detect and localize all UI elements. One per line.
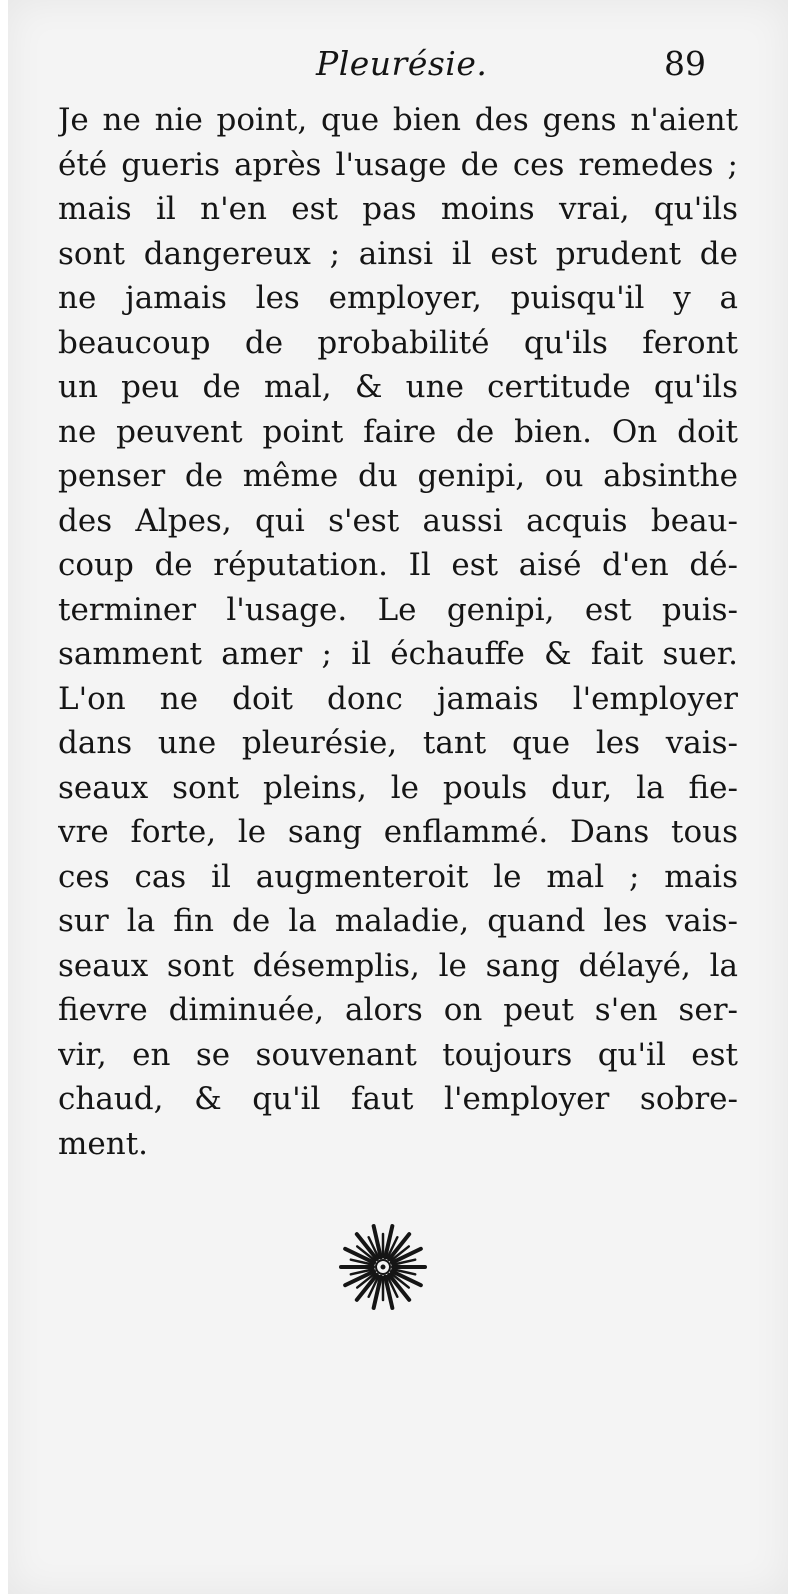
page-number: 89 — [664, 44, 706, 83]
text-line: des Alpes, qui s'est aussi acquis beau- — [58, 502, 738, 539]
text-line: vre forte, le sang enflammé. Dans tous — [58, 814, 738, 850]
text-line: samment amer ; il échauffe & fait suer. — [58, 636, 738, 672]
text-line: chaud, & qu'il faut l'employer sobre- — [58, 1081, 738, 1117]
text-line: ment. — [58, 1125, 149, 1162]
text-line: seaux sont désemplis, le sang délayé, la — [58, 947, 738, 984]
text-line: coup de réputation. Il est aisé d'en dé- — [58, 547, 738, 583]
text-line: dans une pleurésie, tant que les vais- — [58, 725, 738, 761]
running-title: Pleurésie. — [316, 44, 488, 83]
text-line: fievre diminuée, alors on peut s'en ser- — [58, 992, 738, 1028]
running-head — [8, 44, 788, 94]
text-line: Je ne nie point, que bien des gens n'aient — [58, 102, 738, 138]
printers-fleuron-icon — [338, 1222, 428, 1312]
text-line: L'on ne doit donc jamais l'employer — [58, 680, 738, 717]
text-line: ne jamais les employer, puisqu'il y a — [58, 280, 738, 316]
text-line: beaucoup de probabilité qu'ils feront — [58, 324, 738, 361]
text-line: seaux sont pleins, le pouls dur, la fie- — [58, 769, 738, 806]
body-text — [58, 98, 738, 1166]
text-line: sont dangereux ; ainsi il est prudent de — [58, 235, 738, 272]
book-page — [8, 0, 788, 1594]
text-line: été gueris après l'usage de ces remedes ; — [58, 146, 738, 183]
text-line: vir, en se souvenant toujours qu'il est — [58, 1036, 738, 1073]
text-line: un peu de mal, & une certitude qu'ils — [58, 369, 738, 405]
text-line: sur la fin de la maladie, quand les vais- — [58, 903, 738, 939]
text-line: ces cas il augmenteroit le mal ; mais — [58, 858, 738, 895]
text-line: terminer l'usage. Le genipi, est puis- — [58, 591, 738, 628]
text-line: mais il n'en est pas moins vrai, qu'ils — [58, 191, 738, 227]
text-line: ne peuvent point faire de bien. On doit — [58, 413, 738, 450]
text-line: penser de même du genipi, ou absinthe — [58, 458, 738, 494]
